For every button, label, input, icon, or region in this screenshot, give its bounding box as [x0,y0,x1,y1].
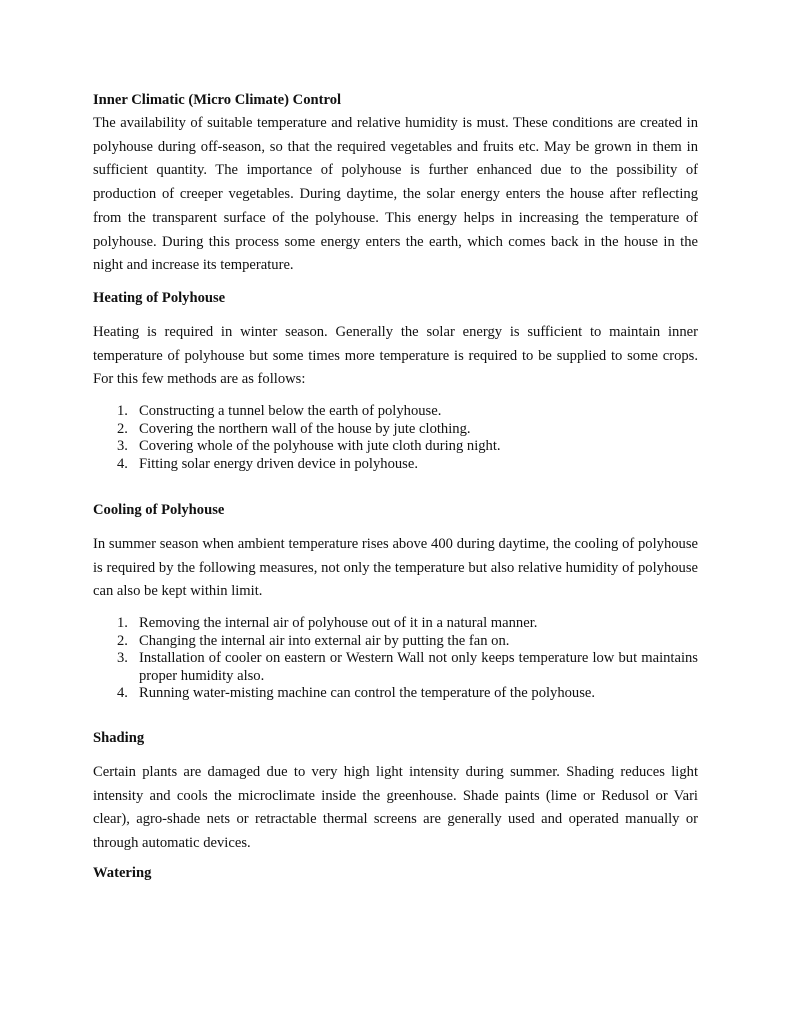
list-item-text: Covering whole of the polyhouse with jute cloth during night. [139,438,501,455]
list-item [93,650,698,685]
section-paragraph: In summer season when ambient temperature rises above 400 during daytime, the cooling of polyhouse is required by the following measures, not only the temperature but also relative humidity of polyhouse can also be kept within limit. [93,536,698,600]
list-item-text: Covering the northern wall of the house by jute clothing. [139,420,471,437]
section-micro-climate-control [93,90,698,278]
list-item [93,456,698,474]
section-paragraph: Certain plants are damaged due to very high light intensity during summer. Shading reduces light intensity and cools the microclimate inside the greenhouse. Shade paints (lime or Redusol or Vari clear), agro-shade nets or retractable thermal screens are generally used and operated manually or through automatic devices. [93,764,698,852]
list-item [93,438,698,456]
list-item [93,685,698,703]
section-heading: Heating of Polyhouse [93,290,226,306]
list-item-number: 1. [117,615,128,632]
cooling-measures-list [93,615,698,703]
list-item-text: Constructing a tunnel below the earth of polyhouse. [139,403,442,420]
section-paragraph: The availability of suitable temperature and relative humidity is must. These conditions are created in polyhouse during off-season, so that the required vegetables and fruits etc. May be grown in them in sufficient quantity. The importance of polyhouse is further enhanced due to the possibility of production of creeper vegetables. During daytime, the solar energy enters the house after reflecting from the transparent surface of the polyhouse. This energy helps in increasing the temperature of polyhouse. During this process some energy enters the earth, which comes back in the house in the night and increase its temperature. [93,115,698,274]
list-item-number: 3. [117,650,128,667]
list-item-number: 4. [117,455,128,472]
list-item-text: Changing the internal air into external air by putting the fan on. [139,632,510,649]
list-item [93,633,698,651]
section-heading: Inner Climatic (Micro Climate) Control [93,92,342,108]
section-heading: Shading [93,730,145,746]
list-item [93,421,698,439]
list-item-number: 4. [117,685,128,702]
list-item-text: Running water-misting machine can control the temperature of the polyhouse. [139,685,596,702]
list-item-text: Removing the internal air of polyhouse out of it in a natural manner. [139,615,538,632]
section-cooling-of-polyhouse [93,500,698,703]
list-item [93,615,698,633]
section-heating-of-polyhouse [93,288,698,473]
section-shading [93,728,698,856]
list-item-number: 1. [117,403,128,420]
section-heading: Cooling of Polyhouse [93,502,225,518]
section-paragraph: Heating is required in winter season. Generally the solar energy is sufficient to maintain inner temperature of polyhouse but some times more temperature is required to be supplied to some crops. For this few methods are as follows: [93,324,698,388]
heating-methods-list [93,403,698,473]
list-item-number: 3. [117,438,128,455]
list-item-text: Installation of cooler on eastern or Western Wall not only keeps temperature low but maintains proper humidity also. [139,650,698,684]
section-watering [93,863,698,883]
section-heading: Watering [93,865,152,881]
list-item-number: 2. [117,420,128,437]
list-item-text: Fitting solar energy driven device in polyhouse. [139,455,418,472]
list-item [93,403,698,421]
list-item-number: 2. [117,632,128,649]
